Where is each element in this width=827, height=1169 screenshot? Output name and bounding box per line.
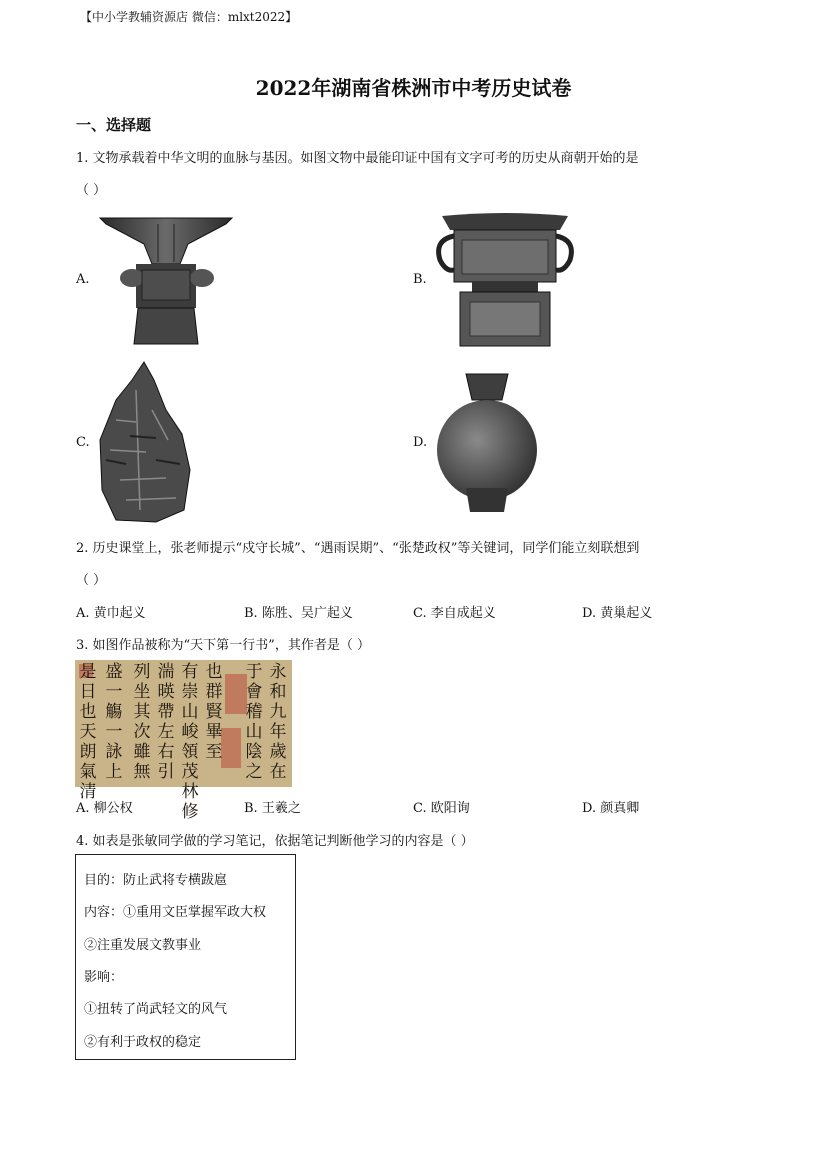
calligraphy-column: 也群賢畢至 (205, 662, 223, 762)
calligraphy-column: 盛一觴一詠上 (105, 662, 123, 782)
section-heading: 一、选择题 (76, 116, 152, 134)
q3-stem: 3. 如图作品被称为“天下第一行书”，其作者是（ ） (76, 638, 370, 653)
notes-line: 影响： (84, 970, 124, 985)
page-header: 【中小学教辅资源店 微信：mlxt2022】 (80, 10, 298, 24)
q1-blank: （ ） (76, 183, 107, 198)
bronze-gui-vessel-image (432, 210, 578, 348)
notes-line: 目的：防止武将专横跋扈 (84, 873, 228, 888)
q2-blank: （ ） (76, 573, 107, 588)
calligraphy-column: 于會稽山陰之 (245, 662, 263, 782)
notes-line: ①扭转了尚武轻文的风气 (84, 1002, 228, 1017)
q3-option-d: D. 颜真卿 (582, 801, 640, 816)
calligraphy-column: 有崇山峻領茂林修 (181, 662, 199, 822)
calligraphy-column: 是日也天朗氣清 (79, 662, 97, 802)
q2-stem: 2. 历史课堂上，张老师提示“戍守长城”、“遇雨误期”、“张楚政权”等关键词，同学们能立刻联想到 (76, 541, 640, 556)
notes-line: 内容：①重用文臣掌握军政大权 (84, 905, 267, 920)
calligraphy-column: 列坐其次雖無 (133, 662, 151, 782)
page-title: 2022年湖南省株洲市中考历史试卷 (255, 76, 572, 100)
ceramic-jar-image (436, 370, 538, 514)
bronze-zun-vessel-image (98, 214, 234, 346)
q2-option-c: C. 李自成起义 (413, 606, 496, 621)
q2-option-d: D. 黄巢起义 (582, 606, 653, 621)
q1-option-a-label: A. (76, 272, 90, 287)
calligraphy-column: 永和九年歲在 (269, 662, 287, 782)
q2-option-b: B. 陈胜、吴广起义 (244, 606, 353, 621)
study-notes-table (75, 854, 296, 1060)
q4-stem: 4. 如表是张敏同学做的学习笔记，依据笔记判断他学习的内容是（ ） (76, 834, 474, 849)
q3-option-c: C. 欧阳询 (413, 801, 470, 816)
oracle-bone-image (96, 360, 192, 524)
q1-option-b-label: B. (413, 272, 427, 287)
notes-line: ②注重发展文教事业 (84, 938, 202, 953)
notes-line: ②有利于政权的稳定 (84, 1035, 202, 1050)
calligraphy-column: 湍暎帶左右引 (157, 662, 175, 782)
q3-option-a: A. 柳公权 (76, 801, 133, 816)
q3-option-b: B. 王羲之 (244, 801, 301, 816)
q2-option-a: A. 黄巾起义 (76, 606, 146, 621)
q1-option-d-label: D. (413, 435, 428, 450)
q1-stem: 1. 文物承载着中华文明的血脉与基因。如图文物中最能印证中国有文字可考的历史从商朝开始的是 (76, 151, 639, 166)
q1-option-c-label: C. (76, 435, 90, 450)
